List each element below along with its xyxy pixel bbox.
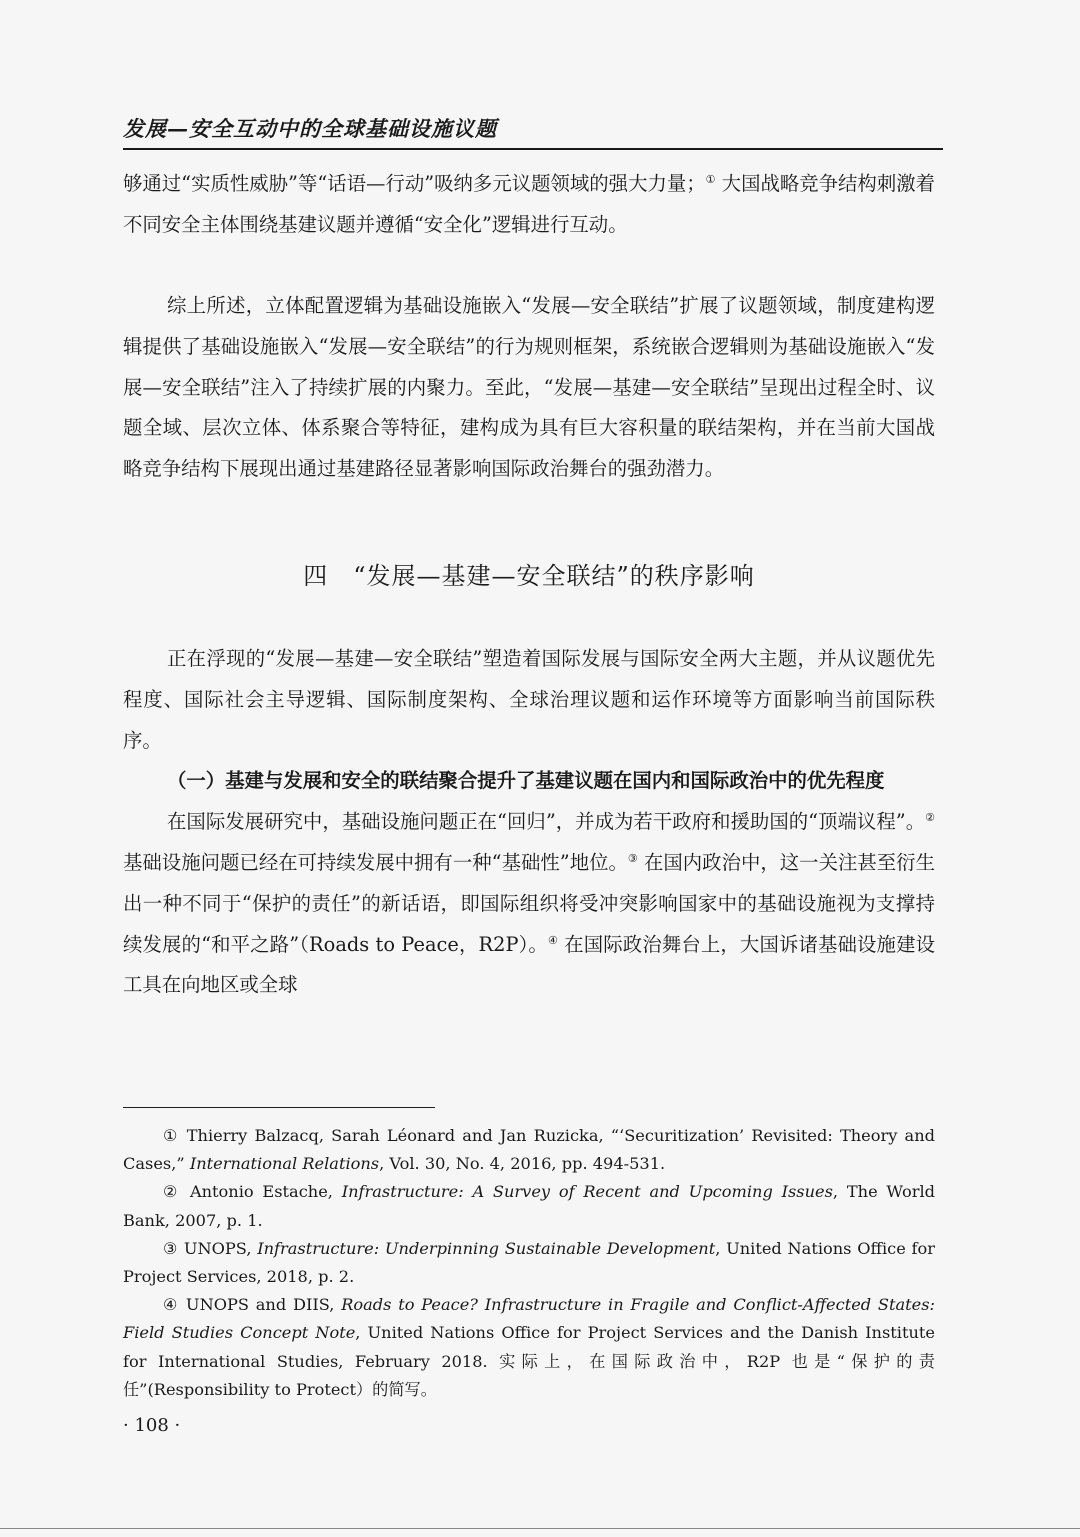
footnote-ref-4[interactable]: ④ xyxy=(547,933,558,947)
footnotes xyxy=(123,1122,935,1404)
running-header: 发展—安全互动中的全球基础设施议题 xyxy=(123,114,943,150)
footnote-3-title: Infrastructure: Underpinning Sustainable Development xyxy=(257,1238,716,1258)
footnote-2-number: ② xyxy=(163,1182,182,1202)
page-number: · 108 · xyxy=(123,1415,181,1436)
footnote-divider xyxy=(123,1107,435,1108)
footnote-2-details: , The World Bank, 2007, p. 1. xyxy=(123,1182,935,1230)
paragraph-4-text-d: 在国际政治舞台上，大国诉诸基础设施建设工具在向地区或全球 xyxy=(123,932,935,997)
footnote-3 xyxy=(123,1235,935,1291)
footnote-3-text: UNOPS, xyxy=(178,1238,258,1258)
paragraph-4-text-b: 基础设施问题已经在可持续发展中拥有一种“基础性”地位。 xyxy=(123,850,628,874)
footnote-1 xyxy=(123,1122,935,1178)
paragraph-2 xyxy=(123,286,935,490)
footnote-4-title: Roads to Peace? Infrastructure in Fragile and Conflict-Affected States: Field Studies Concept Note xyxy=(123,1295,936,1343)
paragraph-1-text-a: 够通过“实质性威胁”等“话语—行动”吸纳多元议题领域的强大力量； xyxy=(123,172,706,195)
footnote-1-text: Thierry Balzacq, Sarah Léonard and Jan Ruzicka, “‘Securitization’ Revisited: Theory and Cases,” xyxy=(123,1126,935,1174)
footnote-ref-2[interactable]: ② xyxy=(925,811,935,825)
footnote-4 xyxy=(123,1291,935,1404)
footnote-4-details: , United Nations Office for Project Services and the Danish Institute for International Studies, February 2018. 实际上，在国际政治中，R2P 也是“保护的责任”(Responsibility to Protect）的简写。 xyxy=(123,1323,935,1399)
paragraph-4-text-a: 在国际发展研究中，基础设施问题正在“回归”，并成为若干政府和援助国的“顶端议程”。 xyxy=(167,810,926,834)
paragraph-2-text: 综上所述，立体配置逻辑为基础设施嵌入“发展—安全联结”扩展了议题领域，制度建构逻辑提供了基础设施嵌入“发展—安全联结”的行为规则框架，系统嵌合逻辑则为基础设施嵌入“发展—安全联结”注入了持续扩展的内聚力。至此，“发展—基建—安全联结”呈现出过程全时、议题全域、层次立体、体系聚合等特征，建构成为具有巨大容积量的联结架构，并在当前大国战略竞争结构下展现出通过基建路径显著影响国际政治舞台的强劲潜力。 xyxy=(123,294,935,481)
footnote-1-title: International Relations xyxy=(189,1154,380,1174)
subsection-heading: （一）基建与发展和安全的联结聚合提升了基建议题在国内和国际政治中的优先程度 xyxy=(167,769,885,793)
body-block xyxy=(123,639,935,1006)
footnote-3-details: , United Nations Office for Project Services, 2018, p. 2. xyxy=(123,1238,936,1287)
footnote-ref-1[interactable]: ① xyxy=(705,173,716,186)
footnote-ref-3[interactable]: ③ xyxy=(627,851,638,865)
footnote-2-title: Infrastructure: A Survey of Recent and Upcoming Issues xyxy=(341,1182,833,1202)
footnote-4-text: UNOPS and DIIS, xyxy=(179,1295,342,1315)
footnote-2 xyxy=(123,1178,935,1234)
page-bottom-edge xyxy=(0,1528,1080,1529)
paragraph-3: 正在浮现的“发展—基建—安全联结”塑造着国际发展与国际安全两大主题，并从议题优先程度、国际社会主导逻辑、国际制度架构、全球治理议题和运作环境等方面影响当前国际秩序。 xyxy=(123,647,935,752)
section-heading: 四 “发展—基建—安全联结”的秩序影响 xyxy=(303,562,755,590)
footnote-4-number: ④ xyxy=(163,1295,180,1315)
footnote-1-number: ① xyxy=(163,1126,180,1145)
paragraph-4 xyxy=(123,802,935,1006)
paragraph-1 xyxy=(123,164,935,246)
paragraph-1-text-b: 大国战略竞争结构刺激着不同安全主体围绕基建议题并遵循“安全化”逻辑进行互动。 xyxy=(123,172,935,236)
footnote-1-details: , Vol. 30, No. 4, 2016, pp. 494-531. xyxy=(379,1154,666,1174)
paragraph-4-text-c: 在国内政治中，这一关注甚至衍生出一种不同于“保护的责任”的新话语，即国际组织将受冲突影响国家中的基础设施视为支撑持续发展的“和平之路”（Roads to Peace，R2P）。 xyxy=(123,850,935,956)
footnote-3-number: ③ xyxy=(163,1238,179,1258)
footnote-2-text: Antonio Estache, xyxy=(181,1182,342,1202)
